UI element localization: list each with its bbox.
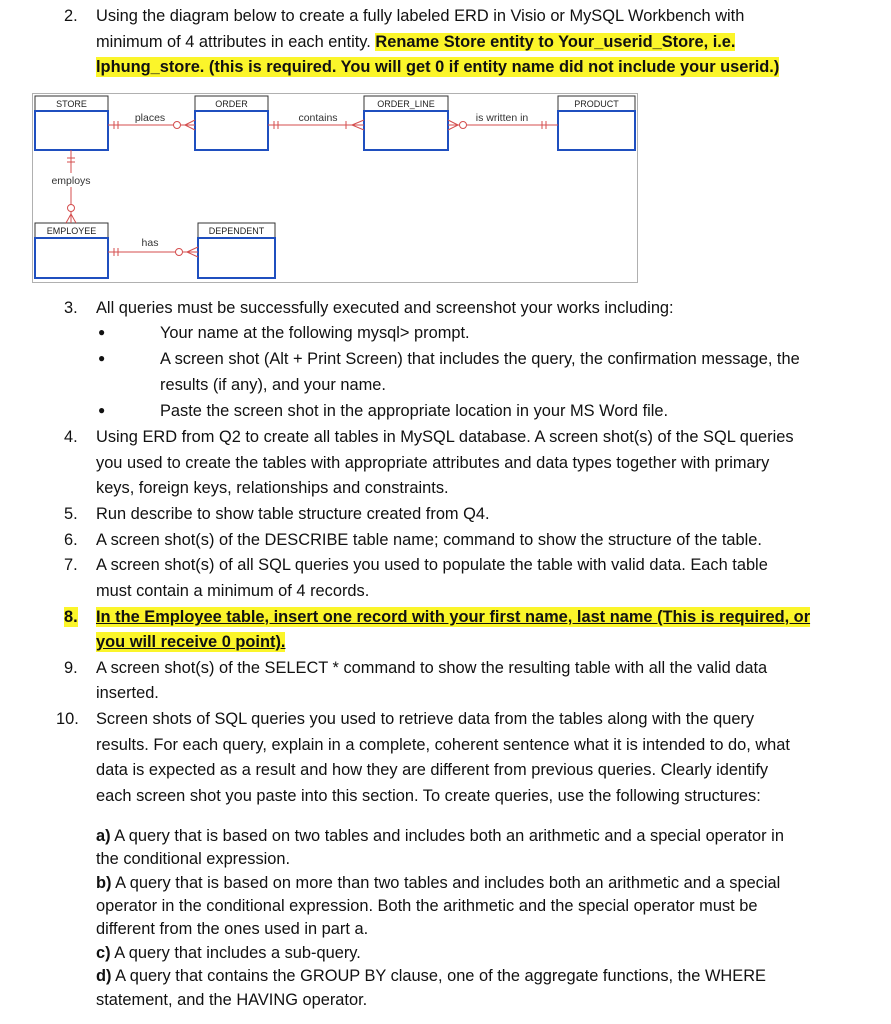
part-a-line1 <box>96 826 784 846</box>
q2-line2-highlight: Rename Store entity to Your_userid_Store, i.e. <box>375 33 736 51</box>
q2-line3-highlight: lphung_store. (this is required. You will get 0 if entity name did not include your userid.) <box>96 58 780 76</box>
part-b-text: A query that is based on more than two tables and includes both an arithmetic and a special <box>111 874 781 892</box>
rel-is-written-in-label: is written in <box>475 112 529 124</box>
part-b-line1 <box>96 873 780 893</box>
q4-line2: you used to create the tables with appropriate attributes and data types together with primary <box>96 454 770 472</box>
part-b-line2: operator in the conditional expression. Both the arithmetic and the special operator must be <box>96 897 758 915</box>
q3-bullet1: Your name at the following mysql> prompt. <box>160 324 470 342</box>
bullet-icon: ● <box>98 351 106 365</box>
q7-line2: must contain a minimum of 4 records. <box>96 582 370 600</box>
rel-contains-label: contains <box>298 112 338 124</box>
entity-store-label: STORE <box>56 99 87 109</box>
part-d-line1 <box>96 966 766 986</box>
q5-text: Run describe to show table structure created from Q4. <box>96 505 490 523</box>
q10-line3: data is expected as a result and how they are different from previous queries. Clearly identify <box>96 761 769 779</box>
q3-bullet2-line2: results (if any), and your name. <box>160 376 386 394</box>
part-c-text: A query that includes a sub-query. <box>110 944 361 962</box>
q8-line2: you will receive 0 point). <box>96 633 286 651</box>
entity-employee-label: EMPLOYEE <box>46 226 97 236</box>
part-b-label: b) <box>96 874 112 892</box>
part-a-label: a) <box>96 827 111 845</box>
q3-bullet2-line1: A screen shot (Alt + Print Screen) that includes the query, the confirmation message, the <box>160 350 800 368</box>
q2-line2-plain: minimum of 4 attributes in each entity. <box>96 33 371 51</box>
q6-text: A screen shot(s) of the DESCRIBE table name; command to show the structure of the table. <box>96 531 762 549</box>
q10-line4: each screen shot you paste into this section. To create queries, use the following structures: <box>96 787 761 805</box>
q9-number: 9. <box>64 659 78 677</box>
q2-line2 <box>96 32 735 52</box>
entity-dependent <box>198 223 275 278</box>
q10-line1: Screen shots of SQL queries you used to retrieve data from the tables along with the query <box>96 710 755 728</box>
entity-order-label: ORDER <box>215 99 248 109</box>
q3-bullet3: Paste the screen shot in the appropriate location in your MS Word file. <box>160 402 669 420</box>
bullet-icon: ● <box>98 403 106 417</box>
q9-line1: A screen shot(s) of the SELECT * command to show the resulting table with all the valid data <box>96 659 768 677</box>
entity-order-line <box>364 96 448 150</box>
q5-number: 5. <box>64 505 78 523</box>
entity-product <box>558 96 635 150</box>
part-d-label: d) <box>96 967 112 985</box>
q10-number: 10. <box>56 710 79 728</box>
part-d-text: A query that contains the GROUP BY clause, one of the aggregate functions, the WHERE <box>111 967 766 985</box>
part-c-line1 <box>96 943 361 963</box>
rel-places-label: places <box>134 112 166 124</box>
part-c-label: c) <box>96 944 111 962</box>
part-a-line2: the conditional expression. <box>96 850 291 868</box>
entity-employee <box>35 223 108 278</box>
q8-line1: In the Employee table, insert one record with your first name, last name (This is required, or <box>96 608 811 626</box>
entity-dependent-label: DEPENDENT <box>208 226 265 236</box>
q8-number: 8. <box>64 608 78 626</box>
bullet-icon: ● <box>98 325 106 339</box>
rel-employs-label: employs <box>51 175 91 187</box>
entity-order <box>195 96 268 150</box>
q4-line3: keys, foreign keys, relationships and constraints. <box>96 479 449 497</box>
q3-number: 3. <box>64 299 78 317</box>
erd-diagram <box>32 93 638 283</box>
q4-line1: Using ERD from Q2 to create all tables in MySQL database. A screen shot(s) of the SQL queries <box>96 428 794 446</box>
part-a-text: A query that is based on two tables and includes both an arithmetic and a special operator in <box>110 827 784 845</box>
q2-line1: Using the diagram below to create a fully labeled ERD in Visio or MySQL Workbench with <box>96 7 745 25</box>
entity-store <box>35 96 108 150</box>
entity-product-label: PRODUCT <box>574 99 619 109</box>
q9-line2: inserted. <box>96 684 159 702</box>
q2-number: 2. <box>64 7 78 25</box>
q6-number: 6. <box>64 531 78 549</box>
q7-line1: A screen shot(s) of all SQL queries you used to populate the table with valid data. Each table <box>96 556 768 574</box>
entity-order-line-label: ORDER_LINE <box>377 99 435 109</box>
rel-has-label: has <box>141 237 159 249</box>
part-d-line2: statement, and the HAVING operator. <box>96 991 368 1009</box>
q7-number: 7. <box>64 556 78 574</box>
q3-text: All queries must be successfully executed and screenshot your works including: <box>96 299 674 317</box>
q4-number: 4. <box>64 428 78 446</box>
q10-line2: results. For each query, explain in a complete, coherent sentence what it is intended to do, what <box>96 736 790 754</box>
part-b-line3: different from the ones used in part a. <box>96 920 369 938</box>
